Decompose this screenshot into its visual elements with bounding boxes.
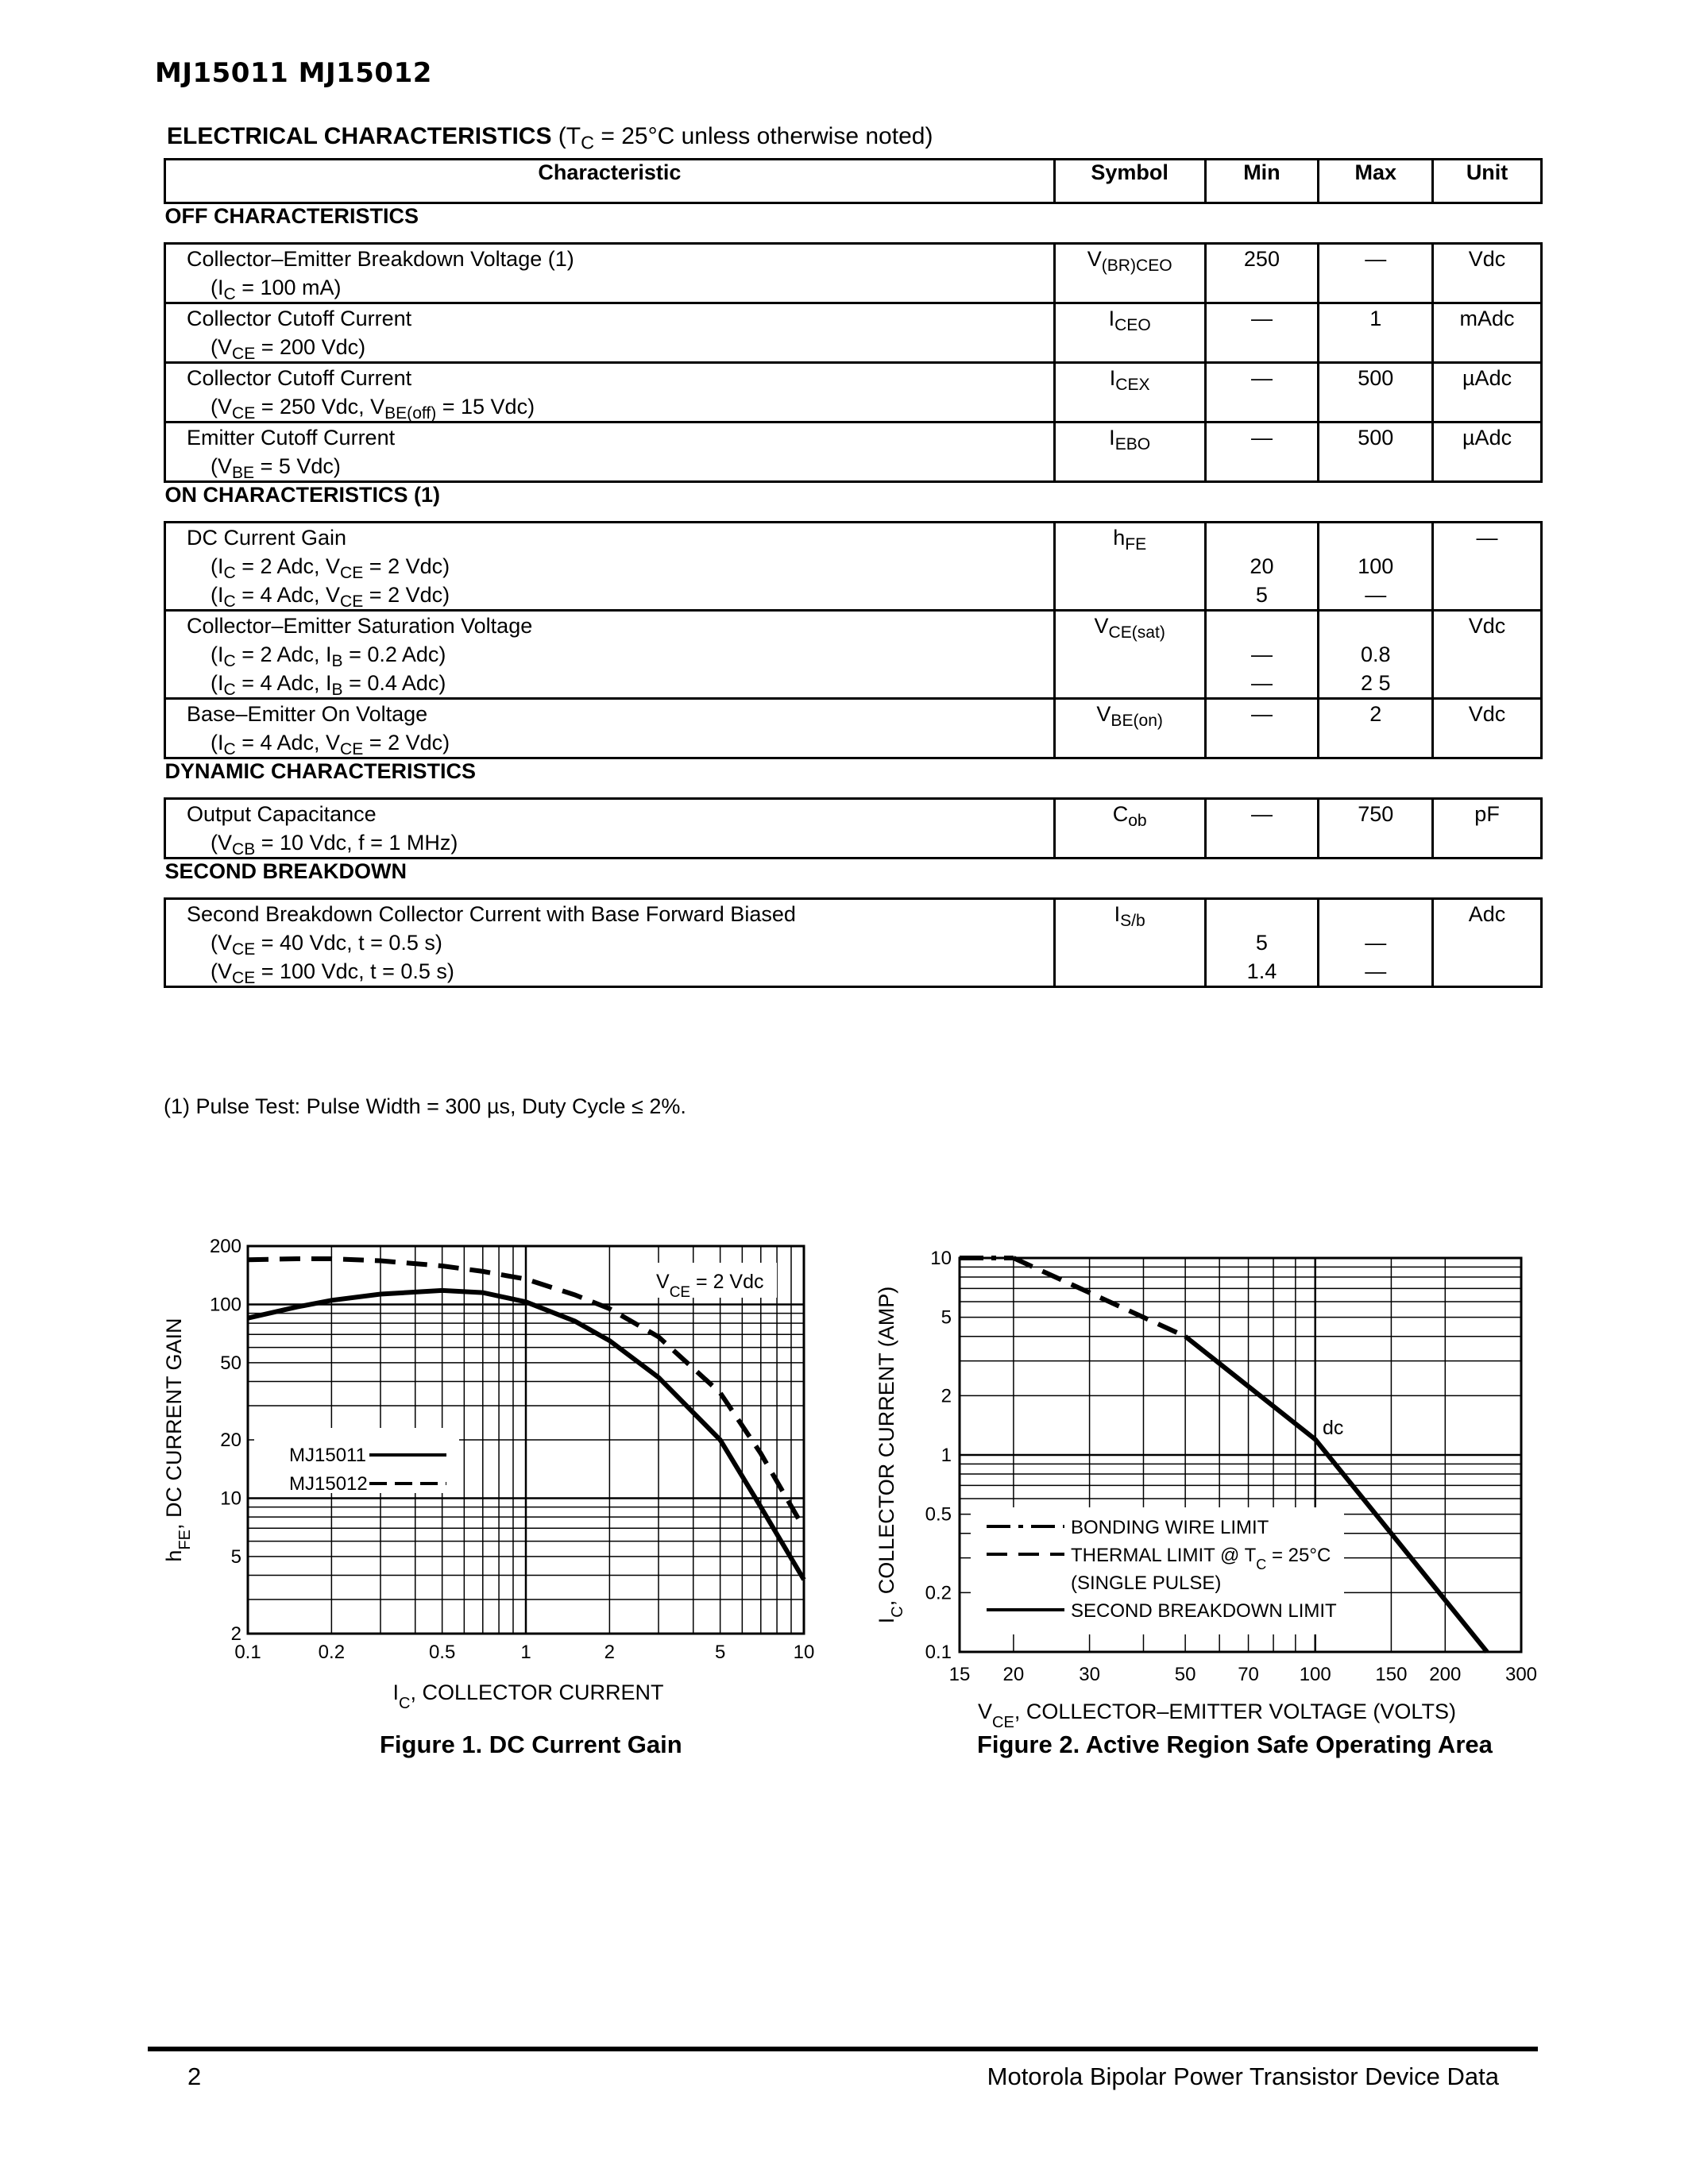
y-tick-label: 0.5 [925, 1503, 952, 1526]
row-cond: ($I_C = 4$ Adc, $V_{CE} = 2$ Vdc) [211, 731, 450, 758]
row-max: — [1319, 244, 1433, 303]
y-tick-label: 200 [209, 1236, 241, 1257]
row-name: Second Breakdown Collector Current with Base Forward Biased [187, 902, 796, 926]
row-cond: ($I_C = 100$ mA) [211, 276, 342, 303]
row-max: 100 [1358, 554, 1394, 578]
x-axis-label: $I_C$, COLLECTOR CURRENT [392, 1680, 664, 1712]
x-tick-label: 15 [948, 1664, 971, 1685]
col-min: Min [1205, 160, 1319, 203]
col-max: Max [1319, 160, 1433, 203]
row-cond: ($V_{CB} = 10$ Vdc, f = 1 MHz) [211, 831, 458, 859]
row-min: 20 [1250, 554, 1274, 578]
x-tick-label: 0.5 [428, 1642, 456, 1663]
row-min: — [1205, 423, 1319, 482]
x-tick-label: 150 [1375, 1664, 1408, 1685]
y-tick-label: 5 [941, 1306, 952, 1329]
footer-text: Motorola Bipolar Power Transistor Device Data [987, 2062, 1499, 2090]
x-tick-label: 2 [604, 1642, 616, 1663]
row-symbol: $V_{CE(sat)}$ [1054, 611, 1205, 699]
row-cond: ($I_C = 2$ Adc, $V_{CE} = 2$ Vdc) [211, 554, 450, 582]
title-bold: ELECTRICAL CHARACTERISTICS [167, 123, 552, 149]
section-dynamic: DYNAMIC CHARACTERISTICS [164, 759, 476, 783]
row-max: — [1365, 931, 1387, 955]
row-unit: Vdc [1433, 699, 1542, 758]
y-tick-label: 5 [230, 1545, 241, 1568]
row-symbol: $h_{FE}$ [1054, 523, 1205, 611]
col-symbol: Symbol [1054, 160, 1205, 203]
y-tick-label: 2 [230, 1623, 241, 1645]
legend-label: BONDING WIRE LIMIT [1071, 1517, 1269, 1538]
col-unit: Unit [1433, 160, 1542, 203]
row-unit: Vdc [1433, 611, 1542, 699]
y-axis-label: $h_{FE}$, DC CURRENT GAIN [162, 1318, 194, 1562]
row-name: Emitter Cutoff Current [187, 426, 396, 450]
row-min: — [1205, 363, 1319, 423]
row-max: 1 [1319, 303, 1433, 363]
footer-rule [148, 2047, 1538, 2051]
row-min: 5 [1255, 931, 1268, 955]
row-max: 2 5 [1360, 671, 1391, 695]
row-max: 500 [1319, 363, 1433, 423]
row-min: — [1250, 671, 1273, 695]
x-tick-label: 20 [1002, 1664, 1025, 1685]
y-tick-label: 50 [220, 1352, 241, 1374]
row-name: Collector Cutoff Current [187, 366, 412, 390]
row-name: Collector–Emitter Breakdown Voltage (1) [187, 247, 574, 271]
row-unit: — [1433, 523, 1542, 611]
x-tick-label: 1 [520, 1642, 531, 1663]
x-axis-label: $V_{CE}$, COLLECTOR–EMITTER VOLTAGE (VOLTS) [978, 1700, 1456, 1731]
row-cond: ($I_C = 4$ Adc, $V_{CE} = 2$ Vdc) [211, 583, 450, 611]
title-cond-sub: C [581, 132, 595, 153]
figure-1-caption: Figure 1. DC Current Gain [380, 1731, 682, 1758]
row-cond: ($V_{CE} = 100$ Vdc, t = 0.5 s) [211, 959, 454, 987]
row-symbol: $I_{CEX}$ [1054, 363, 1205, 423]
row-cond: ($V_{BE} = 5$ Vdc) [211, 454, 341, 482]
legend-label: SECOND BREAKDOWN LIMIT [1071, 1600, 1337, 1622]
x-tick-label: 200 [1429, 1664, 1462, 1685]
y-tick-label: 20 [220, 1430, 241, 1451]
figure-2-caption: Figure 2. Active Region Safe Operating Area [977, 1731, 1493, 1758]
row-unit: pF [1433, 799, 1542, 859]
part-number-header: MJ15011 MJ15012 [155, 57, 432, 89]
x-tick-label: 5 [714, 1642, 726, 1663]
row-min: 1.4 [1246, 959, 1277, 983]
row-min: — [1205, 303, 1319, 363]
row-cond: ($V_{CE} = 250$ Vdc, $V_{BE(off)} = 15$ Vdc) [211, 395, 535, 423]
x-tick-label: 50 [1174, 1664, 1196, 1685]
legend-label-mj15012: MJ15012 [289, 1473, 368, 1495]
x-tick-label: 0.1 [234, 1642, 261, 1663]
row-max: — [1365, 583, 1387, 607]
row-symbol: $I_{S/b}$ [1054, 899, 1205, 987]
row-symbol: $I_{CEO}$ [1054, 303, 1205, 363]
row-cond: ($I_C = 2$ Adc, $I_B = 0.2$ Adc) [211, 642, 446, 670]
series-line [1014, 1258, 1185, 1337]
x-tick-label: 300 [1505, 1664, 1538, 1685]
row-cond: ($I_C = 4$ Adc, $I_B = 0.4$ Adc) [211, 671, 446, 699]
y-tick-label: 2 [941, 1385, 952, 1407]
legend-label-mj15011: MJ15011 [289, 1445, 366, 1466]
footnote: (1) Pulse Test: Pulse Width = 300 µs, Duty Cycle ≤ 2%. [164, 1094, 686, 1118]
row-min: 250 [1205, 244, 1319, 303]
row-cond: ($V_{CE} = 200$ Vdc) [211, 335, 366, 363]
y-tick-label: 0.2 [925, 1582, 952, 1604]
row-max: 500 [1319, 423, 1433, 482]
row-unit: Vdc [1433, 244, 1542, 303]
row-symbol: $I_{EBO}$ [1054, 423, 1205, 482]
section-on: ON CHARACTERISTICS (1) [164, 483, 441, 507]
row-symbol: $V_{BE(on)}$ [1054, 699, 1205, 758]
row-min: — [1205, 799, 1319, 859]
x-tick-label: 10 [793, 1642, 815, 1663]
row-max: — [1365, 959, 1387, 983]
legend-label: THERMAL LIMIT @ $T_C = 25^\circ C$ [1071, 1545, 1331, 1572]
y-tick-label: 1 [941, 1445, 952, 1466]
row-unit: µAdc [1433, 423, 1542, 482]
x-tick-label: 100 [1299, 1664, 1331, 1685]
section-second-breakdown: SECOND BREAKDOWN [164, 859, 408, 883]
page-number: 2 [187, 2062, 202, 2090]
row-name: Collector Cutoff Current [187, 307, 412, 330]
title-cond-rest: = 25°C unless otherwise noted) [594, 123, 933, 149]
vce-annotation: $V_{CE} = 2$ Vdc [656, 1271, 764, 1301]
row-min: — [1205, 699, 1319, 758]
y-axis-label: $I_C$, COLLECTOR CURRENT (AMP) [875, 1286, 906, 1624]
row-name: Base–Emitter On Voltage [187, 702, 428, 726]
row-min: 5 [1255, 583, 1268, 607]
row-unit: Adc [1433, 899, 1542, 987]
col-characteristic: Characteristic [165, 160, 1055, 203]
row-unit: µAdc [1433, 363, 1542, 423]
x-tick-label: 0.2 [318, 1642, 346, 1663]
x-tick-label: 70 [1238, 1664, 1259, 1685]
y-tick-label: 10 [930, 1248, 952, 1269]
section-off: OFF CHARACTERISTICS [164, 204, 419, 228]
row-max: 2 [1319, 699, 1433, 758]
row-name: DC Current Gain [187, 526, 347, 550]
row-unit: mAdc [1433, 303, 1542, 363]
row-min: — [1250, 642, 1273, 666]
dc-annotation: dc [1323, 1417, 1344, 1439]
y-tick-label: 0.1 [925, 1642, 952, 1663]
y-tick-label: 10 [220, 1488, 241, 1510]
y-tick-label: 100 [209, 1294, 241, 1316]
row-symbol: $V_{(BR)CEO}$ [1054, 244, 1205, 303]
legend-label: (SINGLE PULSE) [1071, 1572, 1222, 1594]
title-cond: (T [558, 123, 581, 149]
row-max: 0.8 [1360, 642, 1391, 666]
row-cond: ($V_{CE} = 40$ Vdc, t = 0.5 s) [211, 931, 442, 959]
row-symbol: $C_{ob}$ [1054, 799, 1205, 859]
row-max: 750 [1319, 799, 1433, 859]
row-name: Output Capacitance [187, 802, 377, 826]
row-name: Collector–Emitter Saturation Voltage [187, 614, 533, 638]
x-tick-label: 30 [1079, 1664, 1100, 1685]
